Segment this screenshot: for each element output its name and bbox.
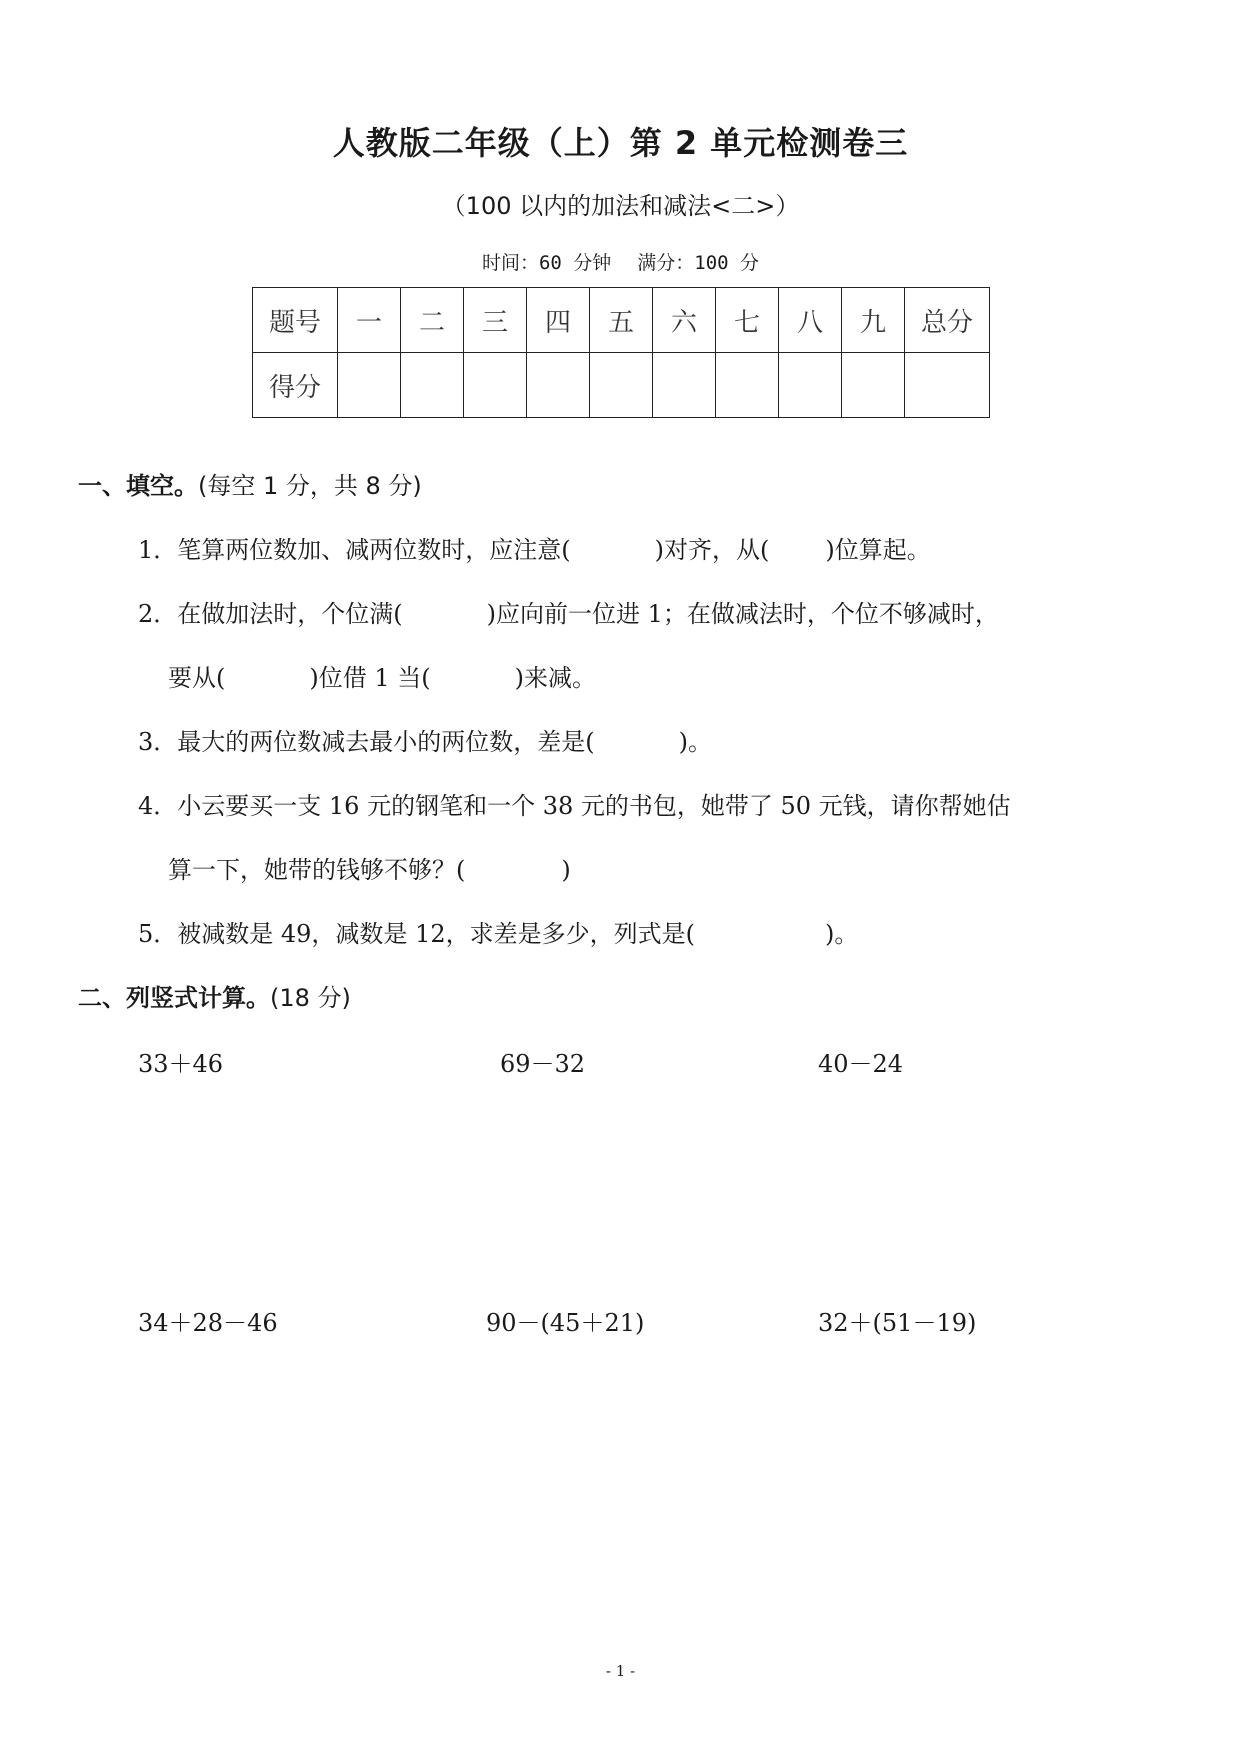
calc-problem: 69－32	[500, 1050, 586, 1078]
col-8: 八	[779, 288, 842, 353]
question-3: 3．最大的两位数减去最小的两位数，差是( )。	[138, 728, 713, 756]
score-cell[interactable]	[842, 353, 905, 418]
score-table-header-row	[253, 288, 990, 353]
col-4: 四	[527, 288, 590, 353]
calc-problem: 33＋46	[138, 1050, 224, 1078]
calc-problem: 40－24	[818, 1050, 904, 1078]
time-limit: 时间：60 分钟	[481, 252, 612, 274]
question-2-continued: 要从( )位借 1 当( )来减。	[168, 664, 597, 692]
col-6: 六	[653, 288, 716, 353]
page-subtitle: （100 以内的加法和减法<二>）	[441, 192, 800, 220]
score-cell-total[interactable]	[905, 353, 990, 418]
section-2-heading: 二、列竖式计算。(18 分)	[78, 984, 351, 1012]
col-5: 五	[590, 288, 653, 353]
col-9: 九	[842, 288, 905, 353]
score-table	[252, 287, 990, 418]
question-2: 2．在做加法时，个位满( )应向前一位进 1；在做减法时，个位不够减时，	[138, 600, 999, 628]
score-table-score-row	[253, 353, 990, 418]
page-title: 人教版二年级（上）第 2 单元检测卷三	[332, 124, 909, 162]
question-4: 4．小云要买一支 16 元的钢笔和一个 38 元的书包，她带了 50 元钱，请你帮她估	[138, 792, 1011, 820]
score-cell[interactable]	[527, 353, 590, 418]
score-cell[interactable]	[590, 353, 653, 418]
full-score: 满分：100 分	[637, 252, 760, 274]
exam-meta	[0, 248, 1241, 275]
col-2: 二	[401, 288, 464, 353]
score-cell[interactable]	[464, 353, 527, 418]
header-label-cell: 题号	[253, 288, 338, 353]
page-number: - 1 -	[605, 1662, 636, 1680]
question-1: 1．笔算两位数加、减两位数时，应注意( )对齐，从( )位算起。	[138, 536, 931, 564]
calc-problem: 32＋(51－19)	[818, 1309, 977, 1337]
col-7: 七	[716, 288, 779, 353]
row-label-cell: 得分	[253, 353, 338, 418]
score-cell[interactable]	[338, 353, 401, 418]
score-cell[interactable]	[653, 353, 716, 418]
section-1-heading: 一、填空。(每空 1 分，共 8 分)	[78, 472, 422, 500]
question-5: 5．被减数是 49，减数是 12，求差是多少，列式是( )。	[138, 920, 859, 948]
col-total: 总分	[905, 288, 990, 353]
col-3: 三	[464, 288, 527, 353]
score-cell[interactable]	[716, 353, 779, 418]
calc-problem: 34＋28－46	[138, 1309, 278, 1337]
calc-problem: 90－(45＋21)	[486, 1309, 645, 1337]
score-cell[interactable]	[401, 353, 464, 418]
col-1: 一	[338, 288, 401, 353]
question-4-continued: 算一下，她带的钱够不够？( )	[168, 856, 571, 884]
score-cell[interactable]	[779, 353, 842, 418]
